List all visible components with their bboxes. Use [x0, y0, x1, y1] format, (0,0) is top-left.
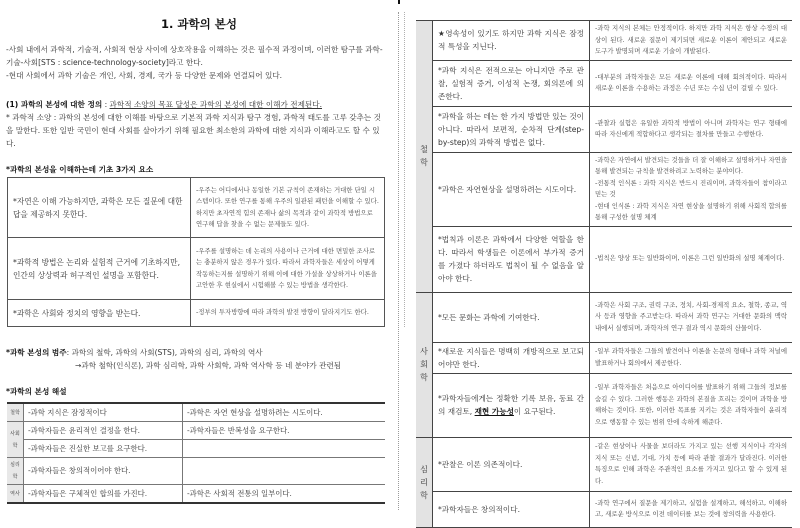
category-char: 리 [420, 477, 428, 487]
table-row [416, 373, 792, 437]
essence-cell [183, 458, 386, 485]
category-psychology [416, 437, 433, 527]
element-explanation: -우주는 어디에서나 동일한 기본 규칙이 존재하는 거대한 단일 시스템이다. 또한 연구를 통해 우주의 일관된 패턴을 이해할 수 있다. 하지만 초자연적 힘의 존재나 삶의 목적과 같이 과학적 방법으로 연구해 답을 찾을 수 없는 문제들도 있다. [191, 178, 385, 238]
essence-cell: -과학자들은 반복성을 요구한다. [183, 422, 386, 440]
table-row [7, 422, 385, 440]
category-char: 회 [420, 360, 428, 369]
table-row [7, 458, 385, 485]
element-explanation: -우주를 설명하는 데 논리의 사용이나 근거에 대한 면밀한 조사로는 충분하지 않은 경우가 있다. 따라서 과학자들은 세상이 어떻게 작동하는지를 설명하기 위해 이에 대한 가설을 상상하거나 이론을 고안한 후 현실에서 시험해볼 수 있는 방법을 생각한다. [191, 238, 385, 300]
claim-cell: *과학은 자연현상을 설명하려는 시도이다. [433, 152, 590, 226]
essence-cell [183, 440, 386, 458]
essence-cell: -과학은 자연 현상을 설명하려는 시도이다. [183, 403, 386, 422]
category-philosophy [416, 21, 433, 293]
element-claim: *과학적 방법은 논리와 실험적 근거에 기초하지만, 인간의 상상력과 허구적인 설명을 포함한다. [8, 238, 191, 300]
categories-detail: →과학 철학(인식론), 과학 심리학, 과학 사회학, 과학 역사학 등 네 분야가 관련됨 [75, 361, 342, 370]
element-explanation: -정부의 투자방향에 따라 과학의 발전 방향이 달라지기도 한다. [191, 300, 385, 327]
explanation-cell: -과학은 사회 구조, 권력 구조, 정치, 사회-경제적 요소, 철학, 종교, 역사 등과 영향을 주고받는다. 따라서 과학 연구는 거대한 문화의 맥락 내에서 실행되며, 과학자의 연구 결과 역시 문화의 산물이다. [590, 292, 793, 342]
right-page [400, 0, 800, 518]
table-row [416, 21, 792, 61]
essence-cell: -과학자들은 진실한 보고를 요구한다. [24, 440, 183, 458]
definition-heading: (1) 과학의 본성에 대한 정의 [6, 100, 103, 109]
table-row [416, 152, 792, 226]
left-page [0, 0, 398, 510]
category-label [418, 143, 430, 169]
claim-cell: ★영속성이 있기도 하지만 과학 지식은 잠정적 특성을 지닌다. [433, 21, 590, 61]
table-row [416, 292, 792, 342]
essence-category: 사회학 [7, 422, 24, 458]
intro-paragraph-2: -현대 사회에서 과학 기술은 개인, 사회, 경제, 국가 등 다양한 문제와 연결되어 있다. [6, 71, 283, 80]
table-row [7, 403, 385, 422]
table-row [7, 485, 385, 504]
claim-cell: *새로운 지식들은 명백히 개방적으로 보고되어야만 한다. [433, 342, 590, 373]
category-char: 철 [420, 145, 428, 155]
explanation-cell: -과학 연구에서 질문을 제기하고, 실험을 설계하고, 해석하고, 이해하고, 새로운 방식으로 이전 데이터를 보는 것에 창의력을 사용한다. [590, 491, 793, 527]
definition-underlined: 과학적 소양의 목표 달성은 과학의 본성에 대한 이해가 전제된다. [109, 100, 322, 109]
essence-category: 철학 [7, 403, 24, 422]
explanation-cell: -대부분의 과학자들은 모든 새로운 이론에 대해 회의적이다. 따라서 새로운 이론을 수용하는 과정은 수년 또는 수십 년이 걸릴 수 있다. [590, 60, 793, 106]
table-row [416, 226, 792, 292]
table-row [416, 437, 792, 491]
claim-cell: *과학을 하는 데는 한 가지 방법만 있는 것이 아니다. 따라서 보편적, 순차적 단계(step-by-step)의 과학적 방법은 없다. [433, 106, 590, 152]
table-row [7, 440, 385, 458]
categories-label: *과학 본성의 범주 [6, 348, 67, 357]
claim-cell: *과학자들은 창의적이다. [433, 491, 590, 527]
category-label [418, 345, 430, 384]
claim-emphasis: 재현 가능성 [474, 407, 514, 416]
explanation-cell: -과학 지식의 본체는 안정적이다. 하지만 과학 지식은 항상 수정의 대상이 된다. 새로운 질문이 제기되면 새로운 이론이 제안되고 새로운 도구가 발명되며 새로운 기술이 개발된다. [590, 21, 793, 61]
claim-cell: *관찰은 이론 의존적이다. [433, 437, 590, 491]
table-row [416, 106, 792, 152]
category-sociology [416, 292, 433, 437]
essence-cell: -과학자들은 구체적인 합의를 가진다. [24, 485, 183, 504]
claim-cell: *모든 문화는 과학에 기여한다. [433, 292, 590, 342]
three-elements-heading: *과학의 본성을 이해하는데 기초 3가지 요소 [6, 165, 154, 174]
table-row [8, 238, 385, 300]
essence-category: 심리학 [7, 458, 24, 485]
claim-text: 이 요구된다. [513, 407, 556, 416]
section-title: 1. 과학의 본성 [161, 17, 237, 31]
essence-cell: -과학은 사회적 전통의 일부이다. [183, 485, 386, 504]
categories-line [6, 346, 386, 359]
category-char: 학 [420, 158, 428, 168]
margin-guide [404, 12, 405, 327]
essence-cell: -과학자들은 윤리적인 결정을 한다. [24, 422, 183, 440]
explanation-cell: -법칙은 양상 또는 일반화이며, 이론은 그런 일반화의 설명 체계이다. [590, 226, 793, 292]
table-row [8, 300, 385, 327]
three-elements-table [7, 177, 385, 327]
explanation-cell: -일부 과학자들은 처음으로 아이디어를 발표하기 위해 그들의 정보를 숨길 수 있다. 그러한 행동은 과학의 본질을 흐리는 것이며 과학을 방해하는 것이다. 또한, 이러한 목표를 지키는 것은 과학자들이 윤리적으로 행동할 수 있는 범위 안에 속하게 해준다. [590, 373, 793, 437]
explanation-cell: -관찰과 실험은 유일한 과학적 방법이 아니며 과학자는 연구 형태에 따라 자신에게 적합하다고 생각되는 절차를 만들고 수행한다. [590, 106, 793, 152]
definition-line [6, 98, 386, 111]
element-claim: *과학은 사회와 정치의 영향을 받는다. [8, 300, 191, 327]
claim-text: *과학자들에게는 정확한 기록 보유, 동료 간의 재검토, [438, 394, 584, 416]
page-divider [398, 12, 399, 510]
claim-cell [433, 373, 590, 437]
table-row [8, 178, 385, 238]
table-row [416, 491, 792, 527]
essence-table [7, 402, 385, 504]
essence-cell: -과학자들은 창의적이어야 한다. [24, 458, 183, 485]
claim-cell: *법칙과 이론은 과학에서 다양한 역할을 한다. 따라서 학생들은 이론에서 부가적 증거를 가졌다 하더라도 법칙이 될 수 없음을 알아야 한다. [433, 226, 590, 292]
explanation-cell: -과학은 자연에서 발견되는 것들을 더 잘 이해하고 설명하거나 자연을 통해 발견되는 규칙을 발견하려고 노력하는 분야이다. -전통적 인식론 : 과학 지식은 반드시 진리이며, 과학자들이 참이라고 믿는 것 -현대 인식론 : 과학 지식은 자연 현상을 설명하기 위해 사회적 합의를 통해 구성한 설명 체계 [590, 152, 793, 226]
category-char: 학 [420, 490, 428, 500]
essence-category: 역사 [7, 485, 24, 504]
category-char: 학 [420, 373, 428, 382]
claim-cell: *과학 지식은 전적으로는 아니지만 주로 관찰, 실험적 증거, 이성적 논쟁, 회의론에 의존한다. [433, 60, 590, 106]
category-label [418, 463, 430, 502]
category-char: 심 [420, 464, 428, 474]
explanation-cell: -일부 과학자들은 그들의 발견이나 이론을 논문의 형태나 과학 저널에 발표하거나 회의에서 제공한다. [590, 342, 793, 373]
essence-heading: *과학의 본성 해설 [6, 387, 67, 396]
scientific-literacy-text: * 과학적 소양 : 과학의 본성에 대한 이해를 바탕으로 기본적 과학 지식과 탐구 경험, 과학적 태도를 고루 갖추는 것을 말한다. 또한 일반 국민이 현대 사회를 살아가기 위해 필요한 최소한의 과학에 대한 지식과 이해라고도 할 수 있다. [6, 113, 381, 148]
element-claim: *자연은 이해 가능하지만, 과학은 모든 질문에 대한 답을 제공하지 못한다. [8, 178, 191, 238]
category-char: 사 [420, 347, 428, 356]
explanation-cell: -같은 현상이나 사물을 보더라도 가지고 있는 선행 지식이나 각자의 지식 또는 신념, 기대, 가치 등에 따라 관찰 결과가 달라진다. 이러한 특징으로 인해 과학은 주관적인 요소를 가지고 있다고 할 수 있게 된다. [590, 437, 793, 491]
nature-of-science-table [416, 20, 792, 528]
definition-separator: : [102, 100, 110, 109]
table-row [416, 342, 792, 373]
categories-text: : 과학의 철학, 과학의 사회(STS), 과학의 심리, 과학의 역사 [66, 348, 263, 357]
intro-paragraph-1: -사회 내에서 과학적, 기술적, 사회적 현상 사이에 상호작용을 이해하는 것은 필수적 과정이며, 이러한 탐구를 과학-기술-사회[STS : science-technology-society]라고 한다. [6, 45, 383, 67]
table-row [416, 60, 792, 106]
essence-cell: -과학 지식은 잠정적이다 [24, 403, 183, 422]
